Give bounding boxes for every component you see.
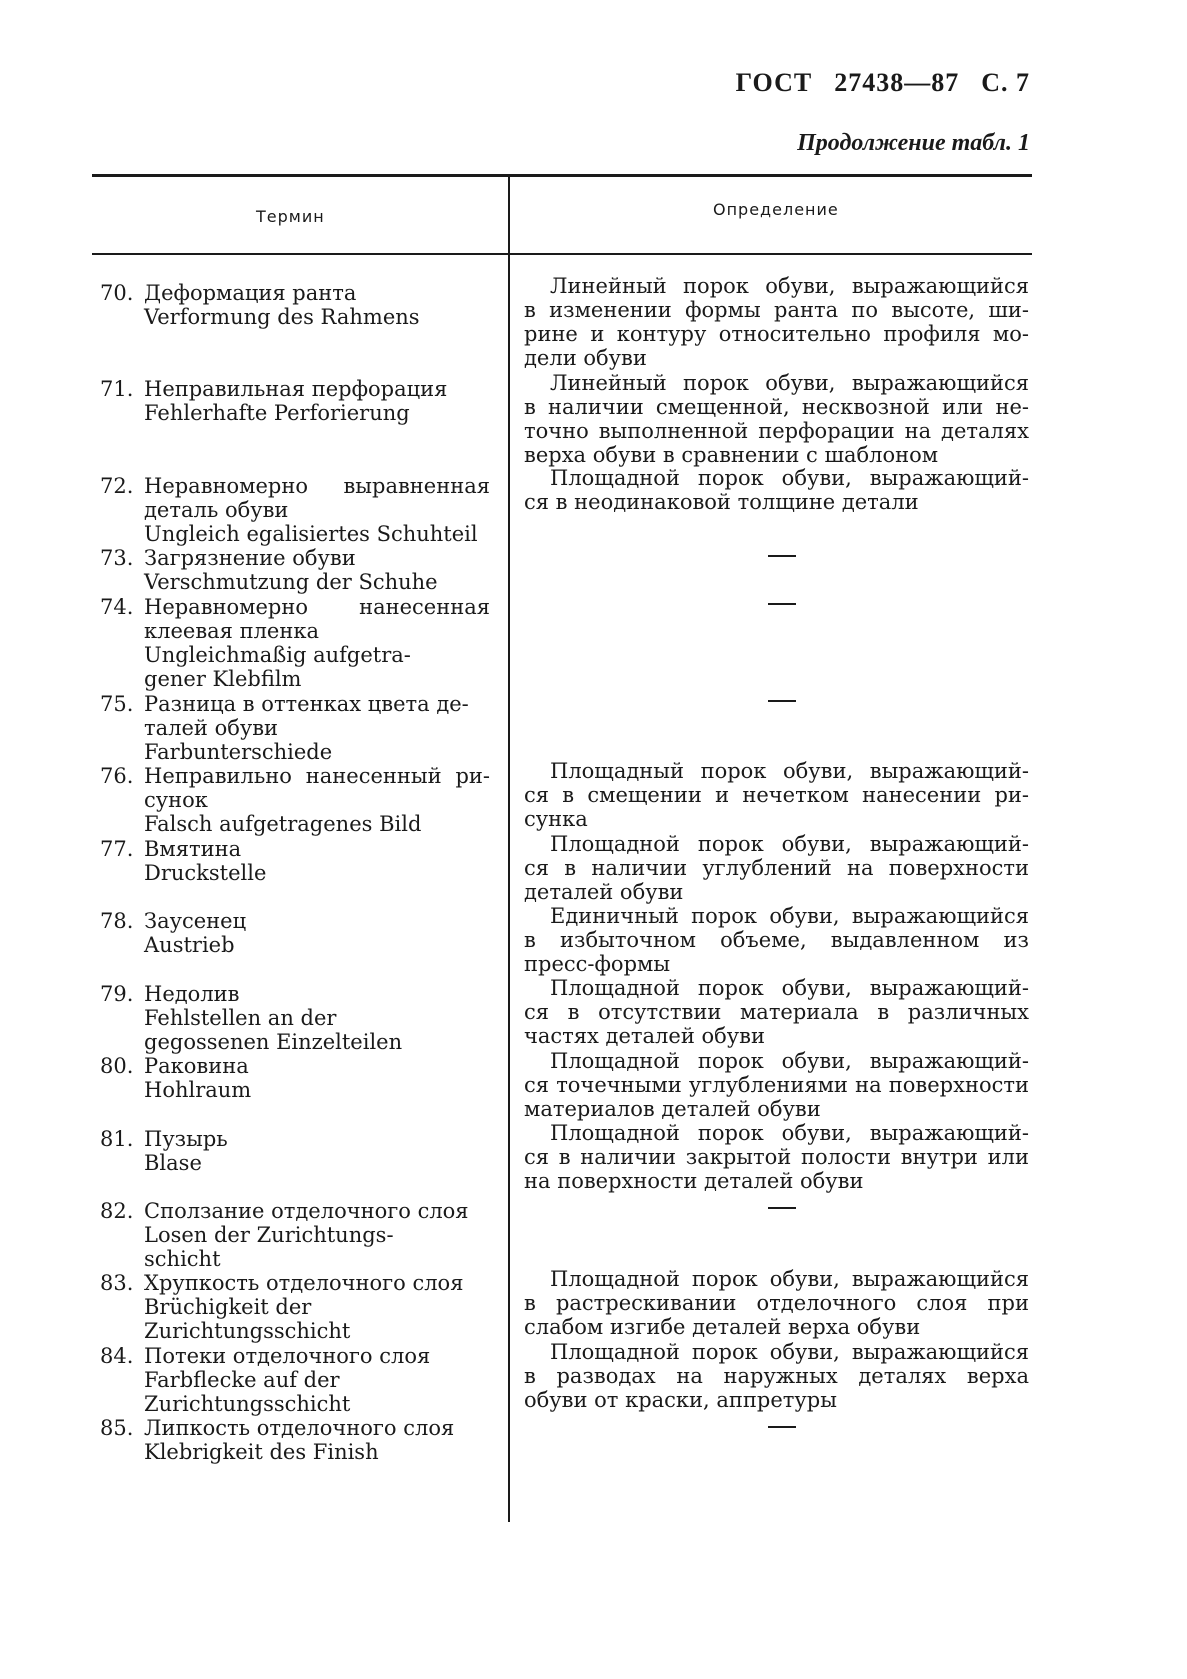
term-84: 84. Потеки отделочного слоя Farbflecke auf der Zurichtungsschicht <box>100 1344 490 1416</box>
term-de: Ungleich egalisiertes Schuhteil <box>144 522 478 546</box>
definition-76: Площадный порок обуви, выражающий- ся в смещении и нечетком нанесении ри- сунка <box>524 759 1029 831</box>
term-ru: Вмятина <box>144 837 242 861</box>
definition-83: Площадной порок обуви, выражающийся в растрескивании отделочного слоя при слабом изгибе деталей верха обуви <box>524 1267 1029 1339</box>
term-ru: Неправильная перфорация <box>144 377 448 401</box>
term-ru: Неправильно нанесенный ри- <box>144 764 490 788</box>
term-72: 72. Неравномерно выравненная деталь обуви Ungleich egalisiertes Schuhteil <box>100 474 490 546</box>
term-de: Hohlraum <box>144 1078 252 1102</box>
term-ru: Липкость отделочного слоя <box>144 1416 455 1440</box>
term-76: 76. Неправильно нанесенный ри- сунок Falsch aufgetragenes Bild <box>100 764 490 836</box>
definition-73-dash <box>768 555 796 557</box>
term-73: 73. Загрязнение обуви Verschmutzung der Schuhe <box>100 546 490 594</box>
table-top-rule <box>92 174 1032 177</box>
definition-82-dash <box>768 1207 796 1209</box>
term-de: Fehlstellen an der <box>144 1006 337 1030</box>
definition-85-dash <box>768 1426 796 1428</box>
term-82: 82. Сползание отделочного слоя Losen der Zurichtungs- schicht <box>100 1199 490 1271</box>
standard-number: 27438—87 <box>834 68 960 97</box>
definition-72: Площадной порок обуви, выражающий- ся в неодинаковой толщине детали <box>524 466 1029 514</box>
definition-77: Площадной порок обуви, выражающий- ся в наличии углублений на поверхности деталей обуви <box>524 832 1029 904</box>
term-de: Losen der Zurichtungs- <box>144 1223 394 1247</box>
definition-84: Площадной порок обуви, выражающийся в разводах на наружных деталях верха обуви от краски, аппретуры <box>524 1340 1029 1412</box>
term-de: Verformung des Rahmens <box>144 305 420 329</box>
term-80: 80. Раковина Hohlraum <box>100 1054 490 1102</box>
term-ru: Загрязнение обуви <box>144 546 356 570</box>
term-71: 71. Неправильная перфорация Fehlerhafte Perforierung <box>100 377 490 425</box>
term-de: Fehlerhafte Perforierung <box>144 401 410 425</box>
table-continuation-label: Продолжение табл. 1 <box>797 130 1030 156</box>
term-de: Blase <box>144 1151 202 1175</box>
term-de: Farbunterschiede <box>144 740 333 764</box>
term-de: Druckstelle <box>144 861 267 885</box>
term-ru: Раковина <box>144 1054 249 1078</box>
term-de: Brüchigkeit der <box>144 1295 312 1319</box>
term-79: 79. Недолив Fehlstellen an der gegossenen Einzelteilen <box>100 982 490 1054</box>
column-header-definition: Определение <box>713 200 839 219</box>
term-ru: Заусенец <box>144 909 247 933</box>
term-77: 77. Вмятина Druckstelle <box>100 837 490 885</box>
term-de: Klebrigkeit des Finish <box>144 1440 379 1464</box>
definition-78: Единичный порок обуви, выражающийся в избыточном объеме, выдавленном из пресс-формы <box>524 904 1029 976</box>
term-ru: Потеки отделочного слоя <box>144 1344 431 1368</box>
term-ru: Разница в оттенках цвета де- <box>144 692 469 716</box>
term-ru: Хрупкость отделочного слоя <box>144 1271 464 1295</box>
term-75: 75. Разница в оттенках цвета де- талей обуви Farbunterschiede <box>100 692 490 764</box>
definition-71: Линейный порок обуви, выражающийся в наличии смещенной, несквозной или не- точно выполненной перфорации на деталях верха обуви в сравнении с шаблоном <box>524 371 1029 467</box>
definition-75-dash <box>768 700 796 702</box>
term-number: 70. <box>100 281 134 305</box>
definition-74-dash <box>768 603 796 605</box>
term-de: Farbflecke auf der <box>144 1368 340 1392</box>
term-ru: Неравномерно нанесенная <box>144 595 490 619</box>
term-de: Ungleichmaßig aufgetra- <box>144 643 411 667</box>
definition-70: Линейный порок обуви, выражающийся в изменении формы ранта по высоте, ши- рине и контуру относительно профиля мо- дели обуви <box>524 274 1029 370</box>
term-ru: Неравномерно выравненная <box>144 474 490 498</box>
page-number: С. 7 <box>981 68 1030 97</box>
definition-81: Площадной порок обуви, выражающий- ся в наличии закрытой полости внутри или на поверхности деталей обуви <box>524 1121 1029 1193</box>
definition-80: Площадной порок обуви, выражающий- ся точечными углублениями на поверхности материалов деталей обуви <box>524 1049 1029 1121</box>
term-de: Austrieb <box>144 933 235 957</box>
term-ru: Деформация ранта <box>144 281 357 305</box>
term-85: 85. Липкость отделочного слоя Klebrigkeit des Finish <box>100 1416 490 1464</box>
term-ru: Сползание отделочного слоя <box>144 1199 469 1223</box>
standard-label: ГОСТ <box>735 68 813 97</box>
term-74: 74. Неравномерно нанесенная клеевая пленка Ungleichmaßig aufgetra- gener Klebfilm <box>100 595 490 691</box>
table-header-rule <box>92 253 1032 255</box>
term-78: 78. Заусенец Austrieb <box>100 909 490 957</box>
definition-79: Площадной порок обуви, выражающий- ся в отсутствии материала в различных частях деталей обуви <box>524 976 1029 1048</box>
term-81: 81. Пузырь Blase <box>100 1127 490 1175</box>
term-ru: Недолив <box>144 982 240 1006</box>
term-de: Falsch aufgetragenes Bild <box>144 812 422 836</box>
page-header <box>714 68 1030 98</box>
column-divider <box>508 177 510 1522</box>
term-ru: Пузырь <box>144 1127 228 1151</box>
term-de: Verschmutzung der Schuhe <box>144 570 438 594</box>
term-70 <box>100 281 490 329</box>
column-header-term: Термин <box>256 207 325 226</box>
term-83: 83. Хрупкость отделочного слоя Brüchigkeit der Zurichtungsschicht <box>100 1271 490 1343</box>
